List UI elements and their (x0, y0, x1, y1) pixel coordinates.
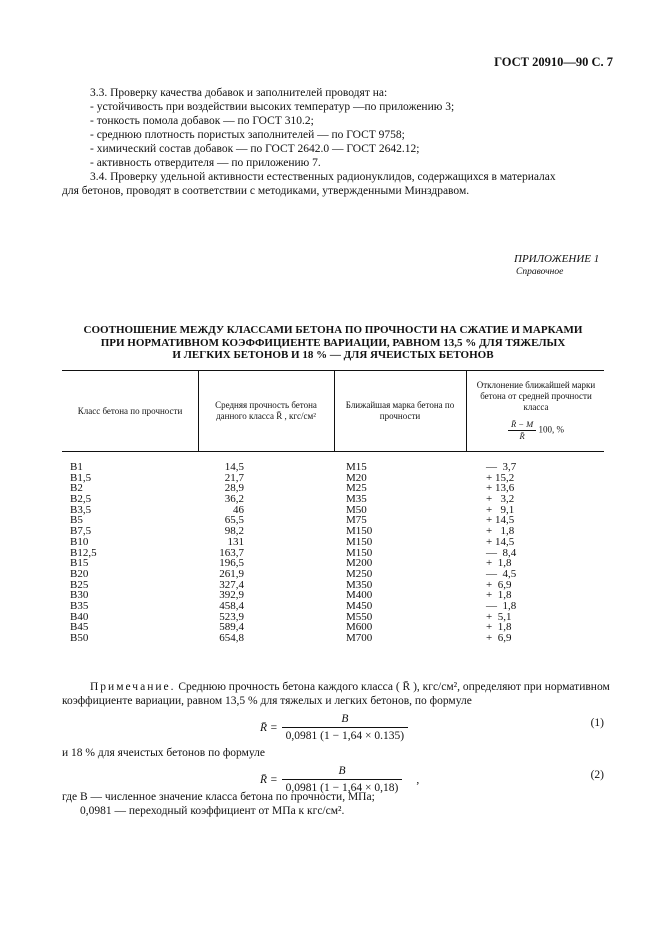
deviation-cell: + 1,8 (486, 621, 512, 634)
grade-cell: M150 (346, 525, 373, 538)
mean-strength-cell: 196,5 (219, 557, 244, 570)
note-text1: Среднюю прочность бетона каждого класса ( R̄ ), кгс/см², определяют при нормативном (175, 681, 610, 693)
mean-strength-cell: 36,2 (224, 493, 244, 506)
mean-strength-cell: 14,5 (224, 461, 244, 473)
grade-cell: M550 (346, 610, 373, 623)
section-3-4-line2: для бетонов, проводят в соответствии с методиками, утвержденными Минздравом. (62, 185, 470, 197)
note-line1 (62, 680, 610, 694)
table-row (62, 590, 604, 601)
appendix-label (514, 253, 599, 279)
table-row (62, 505, 604, 516)
mean-strength-cell: 654,8 (219, 632, 244, 644)
note (62, 680, 610, 798)
legend-line2: 0,0981 — переходный коэффициент от МПа к кгс/см². (80, 805, 345, 817)
table-row (62, 526, 604, 537)
deviation-cell: — 1,8 (486, 599, 517, 612)
class-cell: B20 (70, 567, 89, 580)
table-title (62, 324, 604, 362)
note-mid: и 18 % для ячеистых бетонов по формуле (62, 747, 265, 759)
section-3-3-item: - устойчивость при воздействии высоких температур —по приложению 3; (90, 101, 455, 113)
grade-cell: M700 (346, 632, 373, 644)
grade-cell: M450 (346, 599, 373, 612)
table-row (62, 569, 604, 580)
table-row (62, 580, 604, 591)
mean-strength-cell: 21,7 (224, 471, 244, 484)
class-cell: B1,5 (70, 471, 92, 484)
section-3-3-item: - среднюю плотность пористых заполнителей — по ГОСТ 9758; (90, 129, 405, 141)
formula-1-numerator: B (341, 713, 349, 725)
class-cell: B1 (70, 461, 83, 473)
mean-strength-cell: 163,7 (219, 546, 244, 559)
deviation-cell: — 4,5 (486, 567, 517, 580)
table-header (62, 370, 604, 452)
table-body (62, 462, 604, 644)
mean-strength-cell: 98,2 (224, 525, 244, 538)
class-cell: B10 (70, 535, 89, 548)
class-cell: B35 (70, 599, 89, 612)
mean-strength-cell: 327,4 (219, 578, 244, 591)
grade-cell: M600 (346, 621, 373, 634)
grade-cell: M35 (346, 493, 367, 506)
header-divider (466, 371, 467, 451)
formula-2-denominator: 0,0981 (1 − 1,64 × 0,18) (282, 779, 403, 795)
deviation-cell: + 5,1 (486, 610, 512, 623)
grade-cell: M20 (346, 471, 367, 484)
table-row (62, 633, 604, 644)
class-cell: B3,5 (70, 503, 92, 516)
table-title-line: ПРИ НОРМАТИВНОМ КОЭФФИЦИЕНТЕ ВАРИАЦИИ, РАВНОМ 13,5 % ДЛЯ ТЯЖЕЛЫХ (100, 336, 566, 349)
class-cell: B25 (70, 578, 89, 591)
grade-cell: M50 (346, 503, 367, 516)
mean-strength-cell: 261,9 (219, 567, 244, 580)
mean-strength-cell: 589,4 (219, 621, 244, 634)
header-nearest-grade: Ближайшая марка бетона по прочности (345, 400, 455, 421)
formula-2-number: (2) (590, 769, 604, 781)
formula-1-denominator: 0,0981 (1 − 1,64 × 0.135) (282, 727, 408, 743)
note-label: Примечание. (90, 681, 176, 693)
strength-table (62, 370, 604, 644)
mean-strength-cell: 46 (233, 503, 244, 516)
deviation-cell: + 15,2 (486, 471, 515, 484)
appendix-subtitle: Справочное (516, 267, 564, 277)
deviation-cell: + 6,9 (486, 632, 512, 644)
legend (62, 790, 604, 818)
table-row (62, 601, 604, 612)
table-row (62, 515, 604, 526)
table-title-line: СООТНОШЕНИЕ МЕЖДУ КЛАССАМИ БЕТОНА ПО ПРОЧНОСТИ НА СЖАТИЕ И МАРКАМИ (83, 324, 583, 336)
header-class: Класс бетона по прочности (77, 405, 183, 416)
formula-1-lhs: R̄ = (260, 721, 278, 734)
grade-cell: M200 (346, 557, 373, 570)
section-3-3-item: - химический состав добавок — по ГОСТ 2642.0 — ГОСТ 2642.12; (90, 143, 420, 155)
grade-cell: M25 (346, 482, 367, 495)
table-row (62, 494, 604, 505)
table-row (62, 462, 604, 473)
deviation-cell: + 3,2 (486, 493, 515, 506)
deviation-cell: + 9,1 (486, 503, 515, 516)
class-cell: B45 (70, 621, 89, 634)
deviation-formula: $\frac{R̄ - M}{R̄}$ 100, % (508, 419, 564, 442)
formula-2-lhs: R̄ = (260, 773, 278, 786)
class-cell: B2 (70, 482, 83, 495)
grade-cell: M150 (346, 535, 373, 548)
section-3-3 (62, 86, 602, 198)
formula-1 (62, 708, 604, 746)
formula-2-tail: , (416, 773, 420, 786)
mean-strength-cell: 131 (227, 535, 244, 548)
section-3-4-line1: 3.4. Проверку удельной активности естественных радионуклидов, содержащихся в материалах (90, 171, 556, 183)
grade-cell: M15 (346, 461, 367, 473)
class-cell: B12,5 (70, 546, 97, 559)
formula-1-number: (1) (590, 717, 604, 729)
table-row (62, 473, 604, 484)
grade-cell: M75 (346, 514, 367, 527)
header-mean-strength: Средняя прочность бетона данного класса R̄ , кгс/см² (215, 400, 317, 421)
mean-strength-cell: 65,5 (224, 514, 244, 527)
mean-strength-cell: 523,9 (219, 610, 244, 623)
table-row (62, 537, 604, 548)
class-cell: B7,5 (70, 525, 92, 538)
class-cell: B15 (70, 557, 89, 570)
section-3-3-item: - активность отвердителя — по приложению 7. (90, 157, 321, 169)
table-row (62, 622, 604, 633)
deviation-cell: + 14,5 (486, 535, 515, 548)
grade-cell: M250 (346, 567, 373, 580)
table-row (62, 612, 604, 623)
deviation-cell: + 6,9 (486, 578, 512, 591)
table-row (62, 558, 604, 569)
deviation-cell: + 1,8 (486, 557, 512, 570)
deviation-cell: — 8,4 (486, 546, 517, 559)
class-cell: B5 (70, 514, 83, 527)
deviation-cell: — 3,7 (486, 461, 517, 473)
legend-line1: где B — численное значение класса бетона по прочности, МПа; (62, 791, 375, 803)
class-cell: B50 (70, 632, 89, 644)
deviation-cell: + 1,8 (486, 525, 515, 538)
section-3-3-item: - тонкость помола добавок — по ГОСТ 310.2; (90, 115, 314, 127)
deviation-cell: + 1,8 (486, 589, 512, 602)
deviation-cell: + 14,5 (486, 514, 515, 527)
mean-strength-cell: 458,4 (219, 599, 244, 612)
formula-2-numerator: B (338, 765, 346, 777)
header-divider (334, 371, 335, 451)
grade-cell: M350 (346, 578, 373, 591)
header-divider (198, 371, 199, 451)
class-cell: B40 (70, 610, 89, 623)
class-cell: B30 (70, 589, 89, 602)
section-3-3-intro: 3.3. Проверку качества добавок и заполнителей проводят на: (90, 87, 388, 99)
table-title-line: И ЛЕГКИХ БЕТОНОВ И 18 % — ДЛЯ ЯЧЕИСТЫХ БЕТОНОВ (172, 349, 494, 361)
mean-strength-cell: 392,9 (219, 589, 244, 602)
appendix-title: ПРИЛОЖЕНИЕ 1 (514, 253, 600, 265)
table-row (62, 483, 604, 494)
header-deviation: Отклонение ближайшей марки бетона от средней прочности класса $\frac{R̄ - M}{R̄}$ 100, % (476, 380, 596, 441)
grade-cell: M150 (346, 546, 373, 559)
page-header: ГОСТ 20910—90 С. 7 (494, 55, 613, 69)
class-cell: B2,5 (70, 493, 92, 506)
deviation-cell: + 13,6 (486, 482, 515, 495)
table-row (62, 548, 604, 559)
grade-cell: M400 (346, 589, 373, 602)
mean-strength-cell: 28,9 (224, 482, 244, 495)
note-text2: коэффициенте вариации, равном 13,5 % для тяжелых и легких бетонов, по формуле (62, 695, 472, 707)
